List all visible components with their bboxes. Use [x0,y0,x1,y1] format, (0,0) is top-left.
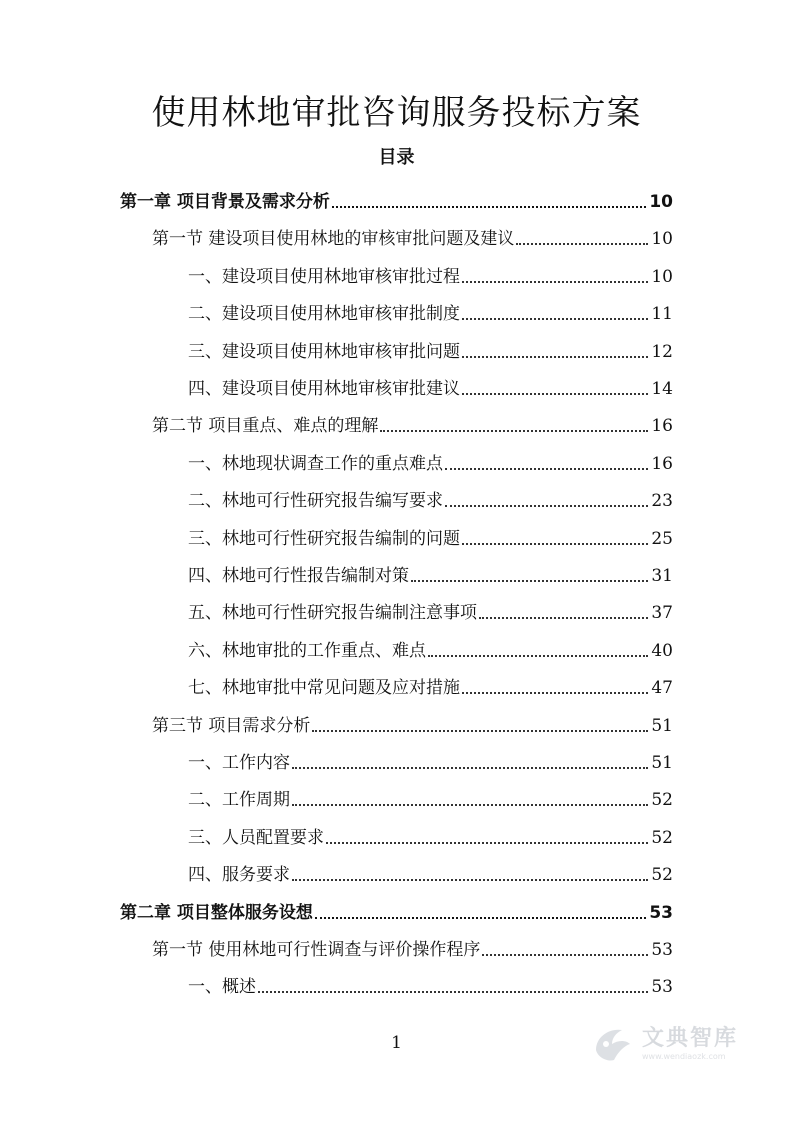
toc-leader-dots [462,281,648,283]
toc-entry-level-1[interactable] [120,176,673,213]
toc-entry-label: 七、林地审批中常见问题及应对措施 [188,678,460,699]
toc-entry-page: 10 [649,192,673,212]
page-number: 1 [391,1033,402,1053]
toc-entry-page: 53 [651,940,673,960]
toc-entry-page: 40 [651,640,673,661]
toc-entry-page: 51 [651,753,673,773]
toc-entry-label: 第一章 项目背景及需求分析 [120,192,330,212]
toc-entry-label: 二、工作周期 [188,790,290,811]
toc-entry-level-3[interactable] [188,812,673,849]
toc-entry-label: 第二章 项目整体服务设想 [120,902,313,923]
toc-entry-page: 16 [651,453,673,474]
toc-leader-dots [332,206,646,208]
toc-entry-page: 51 [651,715,673,736]
toc-entry-label: 第一节 建设项目使用林地的审核审批问题及建议 [152,229,515,250]
toc-entry-page: 52 [651,790,673,811]
toc-leader-dots [516,243,648,245]
toc-entry-label: 一、建设项目使用林地审核审批过程 [188,266,460,287]
toc-entry-level-2[interactable] [152,924,673,961]
toc-leader-dots [479,617,648,619]
toc-entry-level-2[interactable] [152,400,673,437]
toc-entry-level-3[interactable] [188,550,673,587]
toc-entry-level-3[interactable] [188,513,673,550]
toc-entry-level-3[interactable] [188,438,673,475]
toc-leader-dots [462,356,648,358]
toc-entry-label: 五、林地可行性研究报告编制注意事项 [188,603,477,624]
toc-entry-level-2[interactable] [152,700,673,737]
toc-entry-page: 11 [651,304,673,325]
toc-leader-dots [315,917,646,919]
toc-entry-label: 二、林地可行性研究报告编写要求 [188,491,443,512]
watermark [588,1018,778,1070]
toc-entry-page: 53 [649,902,673,923]
toc-leader-dots [411,580,648,582]
toc-entry-page: 52 [651,827,673,848]
toc-entry-level-3[interactable] [188,737,673,774]
toc-leader-dots [462,393,648,395]
toc-leader-dots [445,468,648,470]
toc-leader-dots [292,767,648,769]
bird-logo-icon [588,1020,636,1068]
toc-entry-page: 14 [651,379,673,399]
toc-entry-level-3[interactable] [188,326,673,363]
toc-entry-level-3[interactable] [188,251,673,288]
toc-entry-label: 三、建设项目使用林地审核审批问题 [188,341,460,362]
toc-leader-dots [312,730,648,732]
toc-entry-label: 三、林地可行性研究报告编制的问题 [188,528,460,549]
toc-entry-label: 第三节 项目需求分析 [152,715,311,736]
toc-entry-page: 52 [651,865,673,886]
toc-entry-level-3[interactable] [188,774,673,811]
toc-leader-dots [380,430,648,432]
toc-entry-label: 一、工作内容 [188,753,290,773]
toc-entry-label: 一、林地现状调查工作的重点难点 [188,453,443,474]
toc-entry-label: 第二节 项目重点、难点的理解 [152,416,379,437]
toc-entry-page: 25 [651,528,673,549]
toc-entry-page: 12 [651,341,673,362]
toc-entry-page: 53 [651,977,673,998]
toc-entry-level-3[interactable] [188,288,673,325]
toc-leader-dots [292,804,648,806]
toc-entry-level-3[interactable] [188,363,673,400]
toc-leader-dots [462,318,648,320]
toc-leader-dots [292,879,648,881]
toc-leader-dots [482,954,648,956]
toc-entry-label: 二、建设项目使用林地审核审批制度 [188,304,460,325]
toc-entry-page: 47 [651,678,673,699]
toc-entry-label: 六、林地审批的工作重点、难点 [188,640,426,661]
toc-entry-page: 31 [651,566,673,586]
toc-entry-level-3[interactable] [188,849,673,886]
toc-leader-dots [258,991,648,993]
toc-leader-dots [428,655,648,657]
toc-entry-level-2[interactable] [152,213,673,250]
toc-leader-dots [462,692,648,694]
toc-entry-label: 四、建设项目使用林地审核审批建议 [188,379,460,399]
watermark-text: 文典智库 [642,1026,739,1051]
document-title: 使用林地审批咨询服务投标方案 [151,93,642,133]
toc-entry-page: 16 [651,416,673,437]
toc-leader-dots [462,543,648,545]
toc-entry-level-3[interactable] [188,587,673,624]
toc-entry-level-3[interactable] [188,961,673,998]
watermark-url: www.wendiaozk.com [642,1052,726,1061]
toc-entry-level-3[interactable] [188,625,673,662]
toc-entry-level-3[interactable] [188,475,673,512]
toc-heading: 目录 [378,147,415,168]
toc-entry-page: 10 [651,266,673,287]
toc-entry-page: 23 [651,491,673,512]
toc-entry-level-3[interactable] [188,662,673,699]
toc-entry-label: 第一节 使用林地可行性调查与评价操作程序 [152,940,481,960]
toc-leader-dots [326,842,648,844]
toc-entry-label: 三、人员配置要求 [188,827,324,848]
toc-entry-level-1[interactable] [120,887,673,924]
toc-entry-label: 一、概述 [188,977,256,998]
toc-entry-page: 37 [651,603,673,624]
toc-entry-page: 10 [651,229,673,250]
toc-leader-dots [445,505,648,507]
toc-entry-label: 四、服务要求 [188,865,290,886]
toc-entry-label: 四、林地可行性报告编制对策 [188,566,409,586]
